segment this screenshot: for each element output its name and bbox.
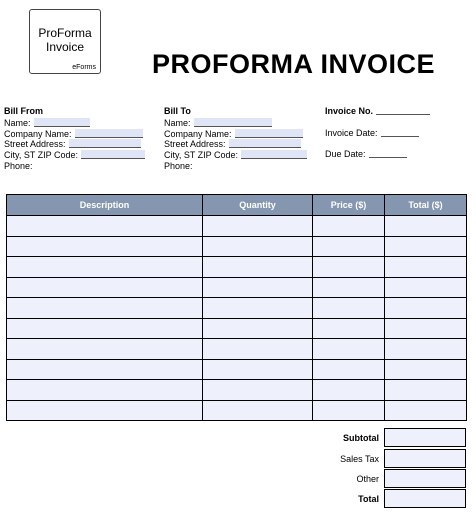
due-date-field[interactable] bbox=[369, 149, 407, 158]
price-cell[interactable] bbox=[313, 400, 385, 421]
bill-to-name-label: Name: bbox=[164, 117, 191, 128]
items-table bbox=[6, 194, 467, 421]
invoice-date-label: Invoice Date: bbox=[325, 128, 378, 138]
bill-to-heading: Bill To bbox=[164, 106, 191, 116]
price-cell[interactable] bbox=[313, 257, 385, 278]
col-header-description: Description bbox=[7, 195, 203, 216]
price-cell[interactable] bbox=[313, 236, 385, 257]
bill-from-name-field[interactable] bbox=[34, 118, 90, 127]
col-header-total: Total ($) bbox=[385, 195, 467, 216]
total-cell[interactable] bbox=[385, 257, 467, 278]
total-label: Total bbox=[358, 494, 379, 504]
subtotal-label: Subtotal bbox=[343, 433, 379, 443]
bill-to-city-label: City, ST ZIP Code: bbox=[164, 150, 239, 161]
price-cell[interactable] bbox=[313, 318, 385, 339]
logo-line-2: Invoice bbox=[45, 40, 85, 54]
due-date-label: Due Date: bbox=[325, 149, 366, 159]
quantity-cell[interactable] bbox=[203, 257, 313, 278]
due-date-row bbox=[325, 149, 407, 159]
subtotal-field[interactable] bbox=[384, 428, 466, 447]
bill-from-heading: Bill From bbox=[4, 106, 44, 116]
bill-from-company-field[interactable] bbox=[75, 129, 143, 138]
bill-to-phone-label: Phone: bbox=[164, 160, 193, 171]
bill-from-street-label: Street Address: bbox=[4, 139, 66, 150]
bill-from-city-field[interactable] bbox=[81, 150, 145, 159]
bill-to-city-field[interactable] bbox=[241, 150, 307, 159]
price-cell[interactable] bbox=[313, 216, 385, 237]
price-cell[interactable] bbox=[313, 339, 385, 360]
quantity-cell[interactable] bbox=[203, 298, 313, 319]
other-row bbox=[0, 468, 476, 489]
total-cell[interactable] bbox=[385, 236, 467, 257]
quantity-cell[interactable] bbox=[203, 380, 313, 401]
table-row bbox=[7, 400, 467, 421]
bill-to-company-label: Company Name: bbox=[164, 128, 232, 139]
table-header-row bbox=[7, 195, 467, 216]
table-row bbox=[7, 339, 467, 360]
description-cell[interactable] bbox=[7, 400, 203, 421]
price-cell[interactable] bbox=[313, 277, 385, 298]
total-cell[interactable] bbox=[385, 380, 467, 401]
total-cell[interactable] bbox=[385, 216, 467, 237]
price-cell[interactable] bbox=[313, 298, 385, 319]
table-row bbox=[7, 277, 467, 298]
total-cell[interactable] bbox=[385, 277, 467, 298]
quantity-cell[interactable] bbox=[203, 318, 313, 339]
table-row bbox=[7, 236, 467, 257]
col-header-quantity: Quantity bbox=[203, 195, 313, 216]
quantity-cell[interactable] bbox=[203, 277, 313, 298]
total-cell[interactable] bbox=[385, 400, 467, 421]
table-row bbox=[7, 257, 467, 278]
logo-brand: eForms bbox=[72, 64, 96, 71]
invoice-date-row bbox=[325, 128, 419, 138]
description-cell[interactable] bbox=[7, 277, 203, 298]
description-cell[interactable] bbox=[7, 257, 203, 278]
table-row bbox=[7, 359, 467, 380]
table-row bbox=[7, 380, 467, 401]
bill-from-city-label: City, ST ZIP Code: bbox=[4, 150, 79, 161]
quantity-cell[interactable] bbox=[203, 359, 313, 380]
invoice-number-field[interactable] bbox=[376, 106, 430, 115]
description-cell[interactable] bbox=[7, 339, 203, 360]
bill-from-street-field[interactable] bbox=[69, 139, 141, 148]
description-cell[interactable] bbox=[7, 236, 203, 257]
logo-line-1: ProForma bbox=[38, 26, 92, 40]
description-cell[interactable] bbox=[7, 216, 203, 237]
bill-from-name-label: Name: bbox=[4, 117, 31, 128]
description-cell[interactable] bbox=[7, 318, 203, 339]
bill-to-section bbox=[164, 106, 307, 172]
bill-to-company-field[interactable] bbox=[235, 129, 303, 138]
sales-tax-row bbox=[0, 448, 476, 469]
price-cell[interactable] bbox=[313, 359, 385, 380]
total-cell[interactable] bbox=[385, 339, 467, 360]
bill-from-section bbox=[4, 106, 145, 172]
total-field[interactable] bbox=[384, 489, 466, 508]
other-label: Other bbox=[356, 474, 379, 484]
description-cell[interactable] bbox=[7, 359, 203, 380]
subtotal-row bbox=[0, 427, 476, 448]
bill-from-phone-field[interactable] bbox=[36, 162, 120, 170]
sales-tax-label: Sales Tax bbox=[340, 454, 379, 464]
bill-to-phone-field[interactable] bbox=[196, 162, 280, 170]
quantity-cell[interactable] bbox=[203, 339, 313, 360]
sales-tax-field[interactable] bbox=[384, 449, 466, 468]
col-header-price: Price ($) bbox=[313, 195, 385, 216]
invoice-number-row bbox=[325, 106, 430, 116]
logo-box bbox=[29, 9, 101, 74]
table-row bbox=[7, 298, 467, 319]
other-field[interactable] bbox=[384, 469, 466, 488]
quantity-cell[interactable] bbox=[203, 400, 313, 421]
total-cell[interactable] bbox=[385, 298, 467, 319]
bill-to-street-field[interactable] bbox=[229, 139, 301, 148]
quantity-cell[interactable] bbox=[203, 236, 313, 257]
price-cell[interactable] bbox=[313, 380, 385, 401]
table-row bbox=[7, 318, 467, 339]
bill-from-phone-label: Phone: bbox=[4, 160, 33, 171]
description-cell[interactable] bbox=[7, 298, 203, 319]
description-cell[interactable] bbox=[7, 380, 203, 401]
total-cell[interactable] bbox=[385, 318, 467, 339]
bill-from-company-label: Company Name: bbox=[4, 128, 72, 139]
quantity-cell[interactable] bbox=[203, 216, 313, 237]
table-row bbox=[7, 216, 467, 237]
total-cell[interactable] bbox=[385, 359, 467, 380]
invoice-date-field[interactable] bbox=[381, 128, 419, 137]
page-title: PROFORMA INVOICE bbox=[152, 49, 436, 79]
invoice-number-label: Invoice No. bbox=[325, 106, 374, 116]
bill-to-street-label: Street Address: bbox=[164, 139, 226, 150]
bill-to-name-field[interactable] bbox=[194, 118, 272, 127]
total-row bbox=[0, 488, 476, 509]
